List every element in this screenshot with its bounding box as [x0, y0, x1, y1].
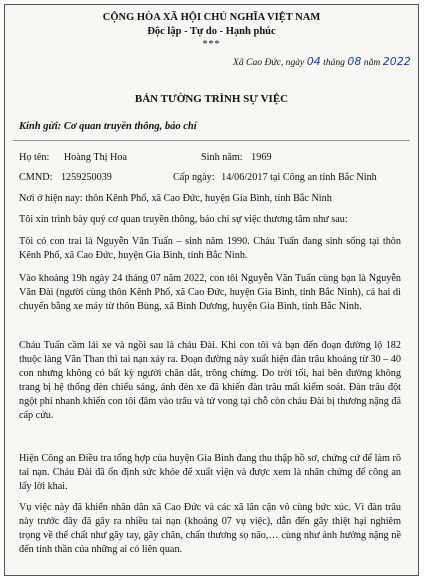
- date-year: 2022: [382, 55, 411, 68]
- address-line: Nơi ở hiện nay: thôn Kênh Phố, xã Cao Đức, huyện Gia Bình, tỉnh Bắc Ninh: [19, 193, 332, 204]
- id-line: [19, 171, 112, 185]
- issued-value: 14/06/2017 tại Công an tỉnh Bắc Ninh: [221, 172, 377, 183]
- paragraph-reaction: Vụ việc này đã khiến nhân dân xã Cao Đức và các xã lân cận vô cùng bức xúc. Vì đàn trâu này trước đây đã gây ra nhiều tai nạn (khoảng 07 vụ việc), dẫn đến gây thiệt hại nghiêm trọng về thể chất như gãy tay, gãy chân, chấn thương sọ não,… cùng như ảnh hưởng nặng nề đến tinh thần của những ai có liên quan.: [19, 502, 401, 555]
- name-label: Họ tên:: [19, 152, 50, 163]
- birth-line: [201, 151, 272, 165]
- issued-line: [173, 171, 377, 185]
- document-page: [4, 4, 419, 576]
- stars-divider: ***: [202, 39, 221, 50]
- date-month: 08: [347, 55, 362, 68]
- id-value: 1259250039: [60, 172, 112, 183]
- date-day: 04: [306, 55, 321, 68]
- date-line: [233, 55, 411, 70]
- recipient-label: Kính gửi:: [19, 121, 62, 132]
- document-title: BẢN TƯỜNG TRÌNH SỰ VIỆC: [134, 93, 289, 105]
- date-year-label: năm: [363, 57, 381, 68]
- recipient-value: Cơ quan truyền thông, báo chí: [63, 121, 197, 132]
- name-line: [19, 151, 127, 165]
- date-month-label: tháng: [323, 57, 345, 68]
- section-divider: [13, 140, 410, 141]
- paragraph-event: Vào khoảng 19h ngày 24 tháng 07 năm 2022, con tôi Nguyễn Văn Tuấn cùng bạn là Nguyễn Văn Đài (người cùng thôn Kênh Phố, xã Cao Đức, huyện Gia Bình, tỉnh Bắc Ninh), cả hai di chuyển bằng xe máy từ thôn Bùng, xã Bình Dương, huyện Gia Bình, tỉnh Bắc Ninh.: [19, 273, 401, 312]
- recipient-line: [19, 120, 197, 134]
- date-place: Xã Cao Đức, ngày: [233, 57, 305, 68]
- country-heading: CỘNG HÒA XÃ HỘI CHỦ NGHĨA VIỆT NAM: [102, 12, 321, 23]
- birth-label: Sinh năm:: [201, 152, 243, 163]
- paragraph-intro: Tôi xin trình bày quý cơ quan truyền thông, báo chí sự việc thương tâm như sau:: [19, 214, 348, 225]
- paragraph-accident: Cháu Tuấn cầm lái xe và ngồi sau là cháu Đài. Khi con tôi và bạn đến đoạn đường lộ 182 thuộc làng Văn Than thì tai nạn xảy ra. Đoạn đường này xuất hiện đàn trâu khoảng từ 30 – 40 con nhưng không có bất kỳ người chăn dắt, trông chừng. Do trời tối, hai bên đường không trang bị hệ thống đèn chiếu sáng, ánh đèn xe đã khiến đàn trâu mất kiểm soát. Đàn trâu đột ngột phi nhanh khiến con tôi đâm vào trâu và tử vong tại chỗ còn cháu Đài bị thương nặng đã cấp cứu.: [19, 340, 401, 421]
- paragraph-investigation: Hiện Công an Điều tra tổng hợp của huyện Gia Bình đang thu thập hồ sơ, chứng cứ để làm rõ tai nạn. Cháu Đài đã ổn định sức khỏe để xuất viện và được xem là nhân chứng để công an lấy lời khai.: [19, 453, 401, 492]
- paragraph-son: Tôi có con trai là Nguyễn Văn Tuấn – sinh năm 1990. Cháu Tuấn đang sinh sống tại thôn Kênh Phố, xã Cao Đức, huyện Gia Bình, tỉnh Bắc Ninh.: [19, 236, 401, 261]
- issued-label: Cấp ngày:: [173, 172, 215, 183]
- birth-value: 1969: [251, 152, 272, 163]
- motto: Độc lập - Tự do - Hạnh phúc: [147, 26, 276, 37]
- id-label: CMND:: [19, 172, 53, 183]
- name-value: Hoàng Thị Hoa: [63, 152, 128, 163]
